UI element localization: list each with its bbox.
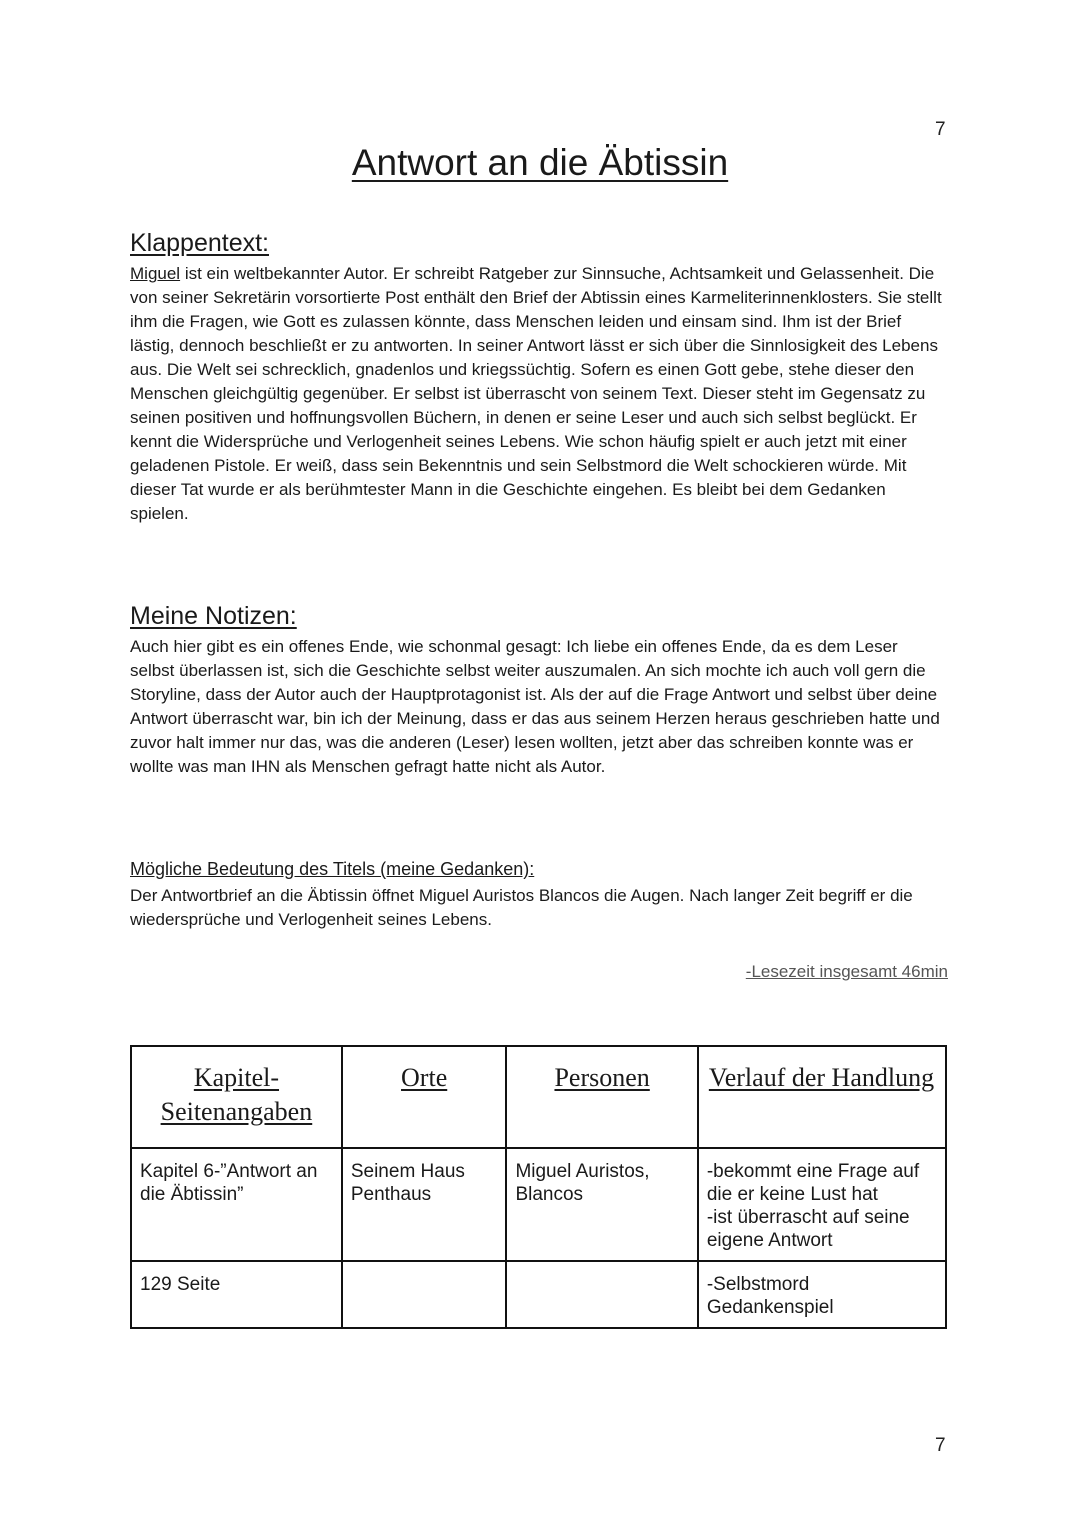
table-cell: Seinem Haus Penthaus [342,1148,507,1261]
table-cell [342,1261,507,1328]
table-cell: Kapitel 6-”Antwort an die Äbtissin” [131,1148,342,1261]
table-cell: -bekommt eine Frage auf die er keine Lust hat -ist überrascht auf seine eigene Antwort [698,1148,946,1261]
header-kapitel-label: Kapitel- Seitenangaben [160,1063,313,1126]
page-title: Antwort an die Äbtissin [351,142,729,183]
bedeutung-text: Der Antwortbrief an die Äbtissin öffnet Miguel Auristos Blancos die Augen. Nach langer Zeit begriff er die wiedersprüche und Verlogenheit seines Lebens. [130,886,913,929]
notizen-text: Auch hier gibt es ein offenes Ende, wie schonmal gesagt: Ich liebe ein offenes Ende, da es dem Leser selbst überlassen ist, sich die Geschichte selbst weiter auszumalen. An sich mochte ich auch voll gern die Storyline, dass der Autor auch der Hauptprotagonist ist. Als der auf die Frage Antwort und selbst über deine Antwort überrascht war, bin ich der Meinung, dass er das aus seinem Herzen heraus geschrieben hatte und zuvor halt immer nur das, was die anderen (Leser) lesen wollten, jetzt aber das schreiben konnte was er wollte was man IHN als Menschen gefragt hatte nicht als Autor. [130,637,940,776]
table-cell: -Selbstmord Gedankenspiel [698,1261,946,1328]
klappentext-first-word: Miguel [130,264,181,283]
header-personen: Personen [506,1046,697,1148]
klappentext-text [130,262,946,526]
klappentext-heading: Klappentext: [130,229,269,257]
header-kapitel [131,1046,342,1148]
notizen-heading: Meine Notizen: [130,602,297,630]
table-header-row [131,1046,946,1148]
chapter-table [130,1045,947,1329]
table-cell: Miguel Auristos, Blancos [506,1148,697,1261]
header-orte: Orte [342,1046,507,1148]
table-cell [506,1261,697,1328]
reading-time: -Lesezeit insgesamt 46min [745,962,948,981]
page-number-bottom: 7 [935,1435,946,1456]
page-number-top: 7 [935,119,946,140]
bedeutung-heading: Mögliche Bedeutung des Titels (meine Gedanken): [130,859,535,879]
klappentext-body: ist ein weltbekannter Autor. Er schreibt Ratgeber zur Sinnsuche, Achtsamkeit und Gelassenheit. Die von seiner Sekretärin vorsortierte Post enthält den Brief der Abtissin eines Karmeliterinnenklosters. Sie stellt ihm die Fragen, wie Gott es zulassen könnte, dass Menschen leiden und einsam sind. Ihm ist der Brief lästig, dennoch beschließt er zu antworten. In seiner Antwort lässt er sich über die Sinnlosigkeit des Lebens aus. Die Welt sei schrecklich, gnadenlos und kriegssüchtig. Sofern es einen Gott gebe, stehe dieser den Menschen gleichgültig gegenüber. Er selbst ist überrascht von seinem Text. Dieser steht im Gegensatz zu seinen positiven und hoffnungsvollen Büchern, in denen er seine Leser und auch sich selbst beglückt. Er kennt die Widersprüche und Verlogenheit seines Lebens. Wie schon häufig spielt er auch jetzt mit einer geladenen Pistole. Er weiß, dass sein Bekenntnis und sein Selbstmord die Welt schockieren würde. Mit dieser Tat wurde er als berühmtester Mann in die Geschichte eingehen. Es bleibt bei dem Gedanken spielen. [130,264,942,523]
table-row [131,1261,946,1328]
table-cell: 129 Seite [131,1261,342,1328]
table-row [131,1148,946,1261]
header-verlauf: Verlauf der Handlung [698,1046,946,1148]
